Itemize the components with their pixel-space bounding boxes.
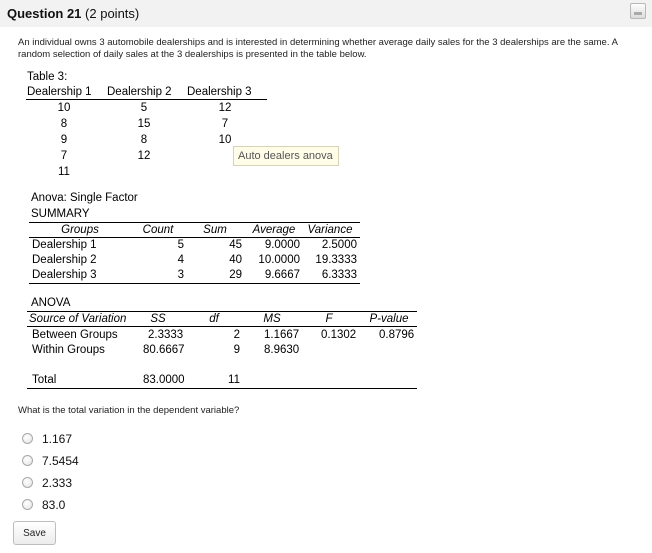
anova-title: ANOVA xyxy=(31,297,71,309)
anova-bottom-rule xyxy=(27,388,417,389)
summary-sum: 40 xyxy=(229,254,242,266)
question-header xyxy=(0,0,652,27)
anova-header-ms: MS xyxy=(263,313,281,325)
anova-header-ss: SS xyxy=(150,313,166,325)
summary-header-rule xyxy=(29,237,360,238)
summary-header-average: Average xyxy=(252,224,296,236)
anova-between-f: 0.1302 xyxy=(321,329,357,341)
question-panel xyxy=(0,27,652,553)
radio-button[interactable] xyxy=(22,477,33,488)
anova-total-source: Total xyxy=(32,374,57,386)
anova-header-f: F xyxy=(325,313,333,325)
table3-cell: 15 xyxy=(137,118,151,130)
anova-summary-title: Anova: Single Factor xyxy=(31,192,138,204)
anova-between-pvalue: 0.8796 xyxy=(379,329,415,341)
answer-option-label[interactable]: 2.333 xyxy=(42,476,73,490)
anova-between-ms: 1.1667 xyxy=(264,329,300,341)
anova-summary-subtitle: SUMMARY xyxy=(31,208,90,220)
answer-option-label[interactable]: 7.5454 xyxy=(42,454,79,468)
summary-header-count: Count xyxy=(142,224,174,236)
summary-variance: 19.3333 xyxy=(315,254,357,266)
flag-question-icon[interactable] xyxy=(630,3,646,19)
anova-within-ss: 80.6667 xyxy=(143,344,185,356)
summary-average: 9.0000 xyxy=(264,239,300,251)
table3-cell: 10 xyxy=(57,102,71,114)
table3-cell: 9 xyxy=(60,134,68,146)
table3-cell: 12 xyxy=(137,150,151,162)
summary-variance: 6.3333 xyxy=(321,269,357,281)
answer-option-label[interactable]: 83.0 xyxy=(42,498,66,512)
summary-sum: 45 xyxy=(229,239,242,251)
anova-within-ms: 8.9630 xyxy=(264,344,300,356)
summary-variance: 2.5000 xyxy=(321,239,357,251)
table3-cell: 7 xyxy=(221,118,229,130)
summary-count: 3 xyxy=(177,269,184,281)
question-intro: An individual owns 3 automobile dealerships and is interested in determining whether average daily sales for the 3 dealerships are the same. A random selection of daily sales at the 3 dealerships is presented in the table below. xyxy=(18,37,618,60)
summary-bottom-rule xyxy=(29,283,360,284)
table3-caption: Table 3: xyxy=(27,71,68,83)
table3-cell: 8 xyxy=(140,134,148,146)
anova-total-df: 11 xyxy=(228,374,240,386)
table3-cell: 11 xyxy=(58,166,70,178)
summary-top-rule xyxy=(29,222,360,223)
table3-cell: 10 xyxy=(218,134,232,146)
table3-header-rule xyxy=(26,99,267,100)
radio-button[interactable] xyxy=(22,455,33,466)
anova-header-rule xyxy=(27,326,417,327)
summary-group: Dealership 3 xyxy=(32,269,97,281)
summary-group: Dealership 1 xyxy=(32,239,97,251)
anova-between-ss: 2.3333 xyxy=(148,329,184,341)
image-tooltip: Auto dealers anova xyxy=(233,146,339,166)
anova-header-df: df xyxy=(209,313,219,325)
answer-option-label[interactable]: 1.167 xyxy=(42,432,73,446)
summary-average: 10.0000 xyxy=(258,254,300,266)
summary-header-groups: Groups xyxy=(61,224,99,236)
summary-count: 4 xyxy=(177,254,184,266)
summary-group: Dealership 2 xyxy=(32,254,97,266)
summary-count: 5 xyxy=(177,239,184,251)
table-snapshot xyxy=(22,68,415,390)
table3-header-d3: Dealership 3 xyxy=(187,86,252,98)
table3-cell: 8 xyxy=(60,118,68,130)
summary-header-variance: Variance xyxy=(307,224,353,236)
table3-cell: 12 xyxy=(218,102,232,114)
anova-between-source: Between Groups xyxy=(32,329,118,341)
question-title xyxy=(7,6,139,21)
anova-within-df: 9 xyxy=(233,344,240,356)
save-button[interactable]: Save xyxy=(13,521,56,545)
anova-header-pvalue: P-value xyxy=(369,313,409,325)
anova-total-ss: 83.0000 xyxy=(143,374,185,386)
radio-button[interactable] xyxy=(22,433,33,444)
table3-header-d1: Dealership 1 xyxy=(27,86,92,98)
anova-between-df: 2 xyxy=(233,329,240,341)
question-prompt: What is the total variation in the dependent variable? xyxy=(18,405,240,416)
summary-sum: 29 xyxy=(229,269,242,281)
question-number: Question 21 xyxy=(7,6,82,21)
summary-average: 9.6667 xyxy=(264,269,300,281)
anova-top-rule xyxy=(27,311,417,312)
question-points: (2 points) xyxy=(85,6,140,21)
anova-header-source: Source of Variation xyxy=(29,313,127,325)
anova-within-source: Within Groups xyxy=(32,344,105,356)
table3-cell: 5 xyxy=(140,102,148,114)
table3-cell: 7 xyxy=(60,150,68,162)
table3-header-d2: Dealership 2 xyxy=(107,86,172,98)
radio-button[interactable] xyxy=(22,499,33,510)
summary-header-sum: Sum xyxy=(203,224,227,236)
